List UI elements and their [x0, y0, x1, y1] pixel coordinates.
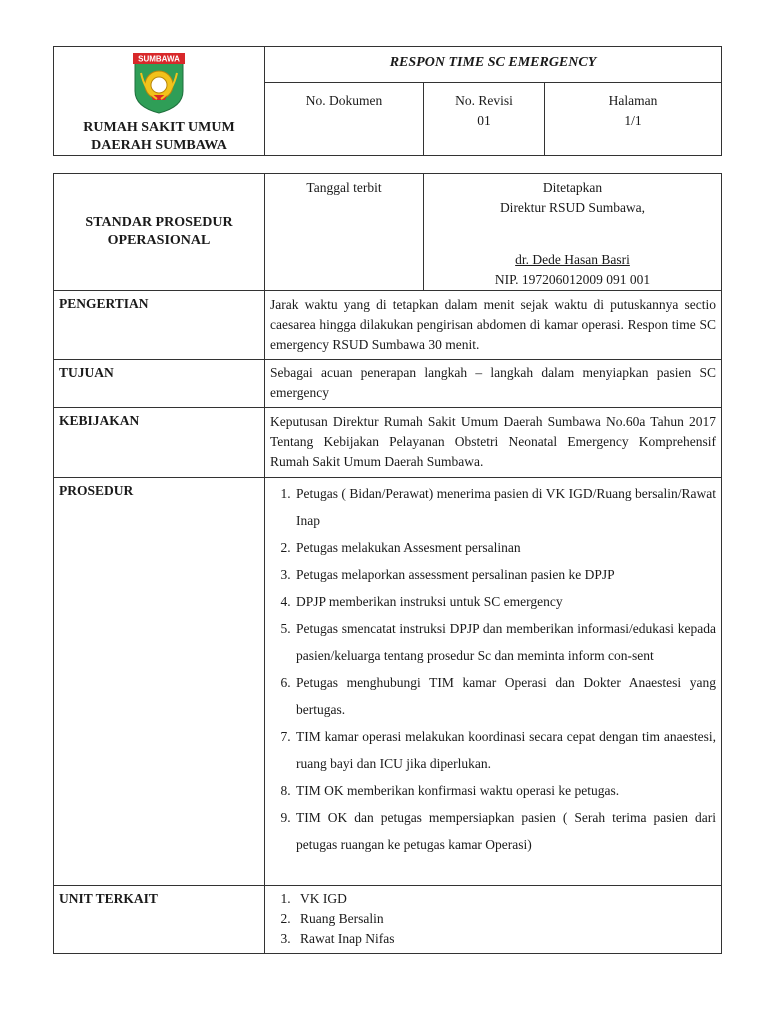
- sumbawa-logo: [129, 51, 189, 115]
- hospital-identity-cell: [54, 47, 265, 156]
- prosedur-step: 1. Petugas ( Bidan/Perawat) menerima pasien di VK IGD/Ruang bersalin/Rawat Inap: [294, 480, 716, 534]
- no-revisi-label: No. Revisi: [455, 93, 513, 108]
- prosedur-step: 9. TIM OK dan petugas mempersiapkan pasien ( Serah terima pasien dari petugas ruangan ke petugas kamar Operasi): [294, 804, 716, 858]
- unit-item: 1. VK IGD: [294, 889, 716, 909]
- prosedur-step: 4. DPJP memberikan instruksi untuk SC emergency: [294, 588, 716, 615]
- prosedur-label: PROSEDUR: [54, 478, 265, 886]
- prosedur-list: [270, 480, 716, 858]
- no-dokumen-cell: [265, 83, 424, 156]
- tanggal-terbit-label: Tanggal terbit: [306, 180, 382, 195]
- prosedur-step: 2. Petugas melakukan Assesment persalinan: [294, 534, 716, 561]
- hospital-name: RUMAH SAKIT UMUM DAERAH SUMBAWA: [83, 120, 235, 153]
- sop-table: [53, 173, 722, 954]
- signature-cell: [424, 174, 722, 291]
- unit-item: 2. Ruang Bersalin: [294, 909, 716, 929]
- prosedur-step: 3. Petugas melaporkan assessment persalinan pasien ke DPJP: [294, 561, 716, 588]
- prosedur-cell: [265, 478, 722, 886]
- logo-banner-text: SUMBAWA: [138, 54, 180, 64]
- document-header: [53, 46, 722, 156]
- prosedur-step: 5. Petugas smencatat instruksi DPJP dan memberikan informasi/edukasi kepada pasien/keluarga tentang prosedur Sc dan meminta inform con-sent: [294, 615, 716, 669]
- prosedur-step: 8. TIM OK memberikan konfirmasi waktu operasi ke petugas.: [294, 777, 716, 804]
- unit-terkait-list: [270, 889, 716, 949]
- signer-nip: NIP. 197206012009 091 001: [494, 272, 651, 287]
- direktur-label: Direktur RSUD Sumbawa,: [499, 200, 646, 215]
- halaman-label: Halaman: [608, 93, 658, 108]
- unit-terkait-label: UNIT TERKAIT: [54, 886, 265, 954]
- document-title: RESPON TIME SC EMERGENCY: [265, 47, 722, 83]
- no-revisi-value: 01: [477, 113, 491, 128]
- tujuan-label: TUJUAN: [54, 360, 265, 408]
- kebijakan-text: Keputusan Direktur Rumah Sakit Umum Daerah Sumbawa No.60a Tahun 2017 Tentang Kebijakan Pelayanan Obstetri Neonatal Emergency Komprehensif Rumah Sakit Umum Daerah Sumbawa.: [265, 408, 722, 478]
- tujuan-text: Sebagai acuan penerapan langkah – langkah dalam menyiapkan pasien SC emergency: [265, 360, 722, 408]
- signer-name: dr. Dede Hasan Basri: [515, 252, 630, 267]
- pengertian-text: Jarak waktu yang di tetapkan dalam menit sejak waktu di putuskannya sectio caesarea hingga dilakukan pengirisan abdomen di kamar operasi. Respon time SC emergency RSUD Sumbawa 30 menit.: [265, 291, 722, 360]
- unit-item: 3. Rawat Inap Nifas: [294, 929, 716, 949]
- no-dokumen-label: No. Dokumen: [305, 93, 383, 108]
- sop-title: STANDAR PROSEDUR OPERASIONAL: [54, 174, 265, 291]
- unit-terkait-cell: [265, 886, 722, 954]
- halaman-value: 1/1: [624, 113, 642, 128]
- prosedur-step: 6. Petugas menghubungi TIM kamar Operasi dan Dokter Anaestesi yang bertugas.: [294, 669, 716, 723]
- no-revisi-cell: [424, 83, 545, 156]
- pengertian-label: PENGERTIAN: [54, 291, 265, 360]
- tanggal-terbit-cell: [265, 174, 424, 291]
- prosedur-step: 7. TIM kamar operasi melakukan koordinasi secara cepat dengan tim anaestesi, ruang bayi dan ICU jika diperlukan.: [294, 723, 716, 777]
- halaman-cell: [545, 83, 722, 156]
- ditetapkan-label: Ditetapkan: [542, 180, 603, 195]
- kebijakan-label: KEBIJAKAN: [54, 408, 265, 478]
